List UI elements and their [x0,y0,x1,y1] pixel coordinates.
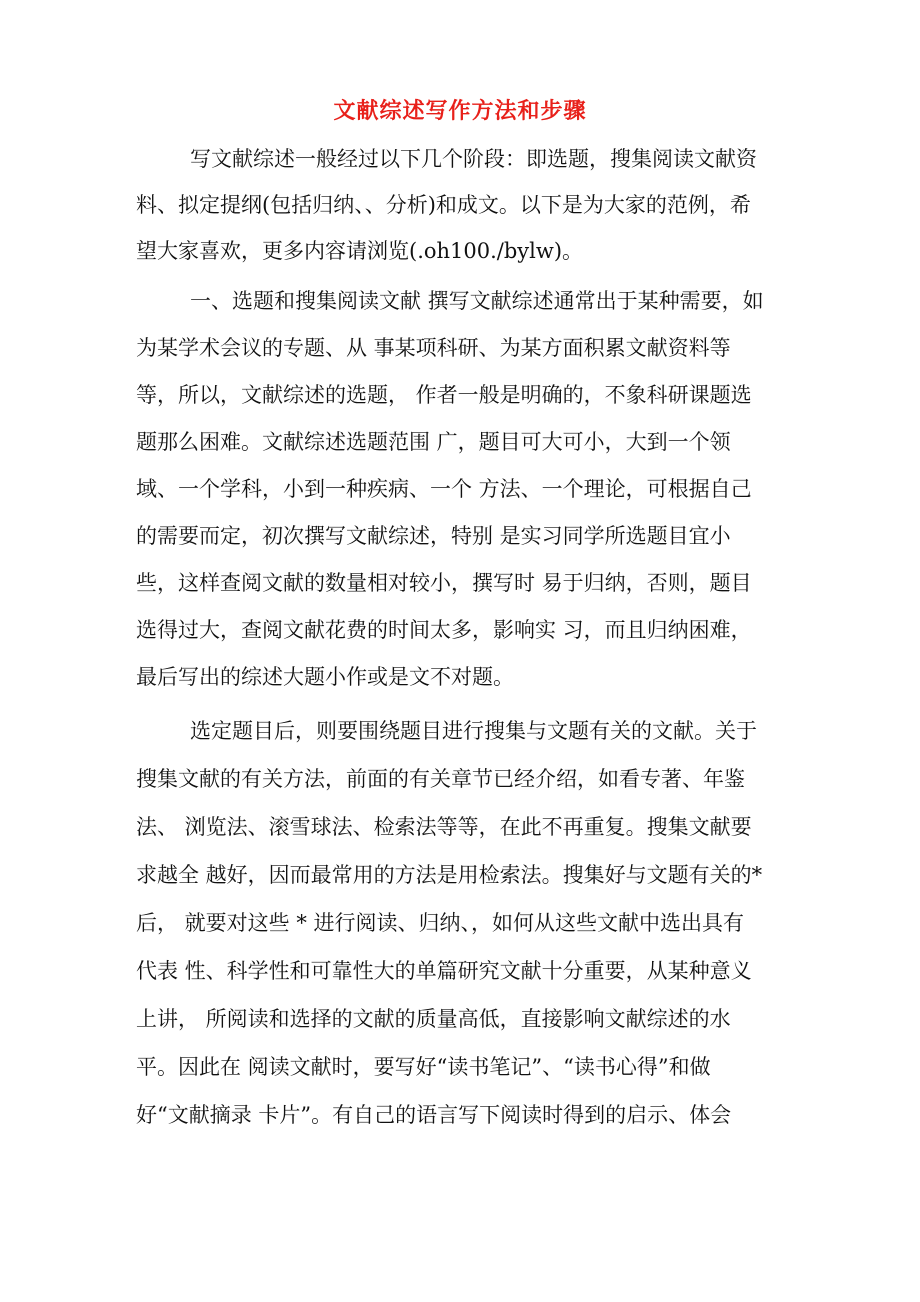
paragraph-line: 选得过大，查阅文献花费的时间太多，影响实 习，而且归纳困难， [136,618,752,642]
paragraph-line: 搜集文献的有关方法，前面的有关章节已经介绍，如看专著、年鉴 [136,767,745,791]
paragraph-line: 法、 浏览法、滚雪球法、检索法等等，在此不再重复。搜集文献要 [136,815,752,839]
paragraph-line: 代表 性、科学性和可靠性大的单篇研究文献十分重要，从某种意义 [136,959,752,983]
paragraph-line: 望大家喜欢，更多内容请浏览(.oh100./bylw)。 [136,239,584,263]
paragraph-line: 为某学术会议的专题、从 事某项科研、为某方面积累文献资料等 [136,336,731,360]
paragraph-line: 好“文献摘录 卡片”。有自己的语言写下阅读时得到的启示、体会 [136,1103,732,1127]
paragraph-line: 域、一个学科，小到一种疾病、一个 方法、一个理论，可根据自己 [136,477,752,501]
paragraph-line: 题那么困难。文献综述选题范围 广，题目可大可小，大到一个领 [136,430,731,454]
paragraph-line: 选定题目后，则要围绕题目进行搜集与文题有关的文献。关于 [190,719,757,743]
paragraph-line: 一、选题和搜集阅读文献 撰写文献综述通常出于某种需要，如 [190,289,764,313]
paragraph-line: 料、拟定提纲(包括归纳、、分析)和成文。以下是为大家的范例，希 [136,193,751,217]
paragraph-line: 些，这样查阅文献的数量相对较小，撰写时 易于归纳，否则，题目 [136,571,752,595]
paragraph-line: 求越全 越好，因而最常用的方法是用检索法。搜集好与文题有关的* [136,863,763,887]
paragraph-line: 最后写出的综述大题小作或是文不对题。 [136,665,514,689]
paragraph-line: 后， 就要对这些 * 进行阅读、归纳、，如何从这些文献中选出具有 [136,911,745,935]
paragraph-line: 平。因此在 阅读文献时，要写好“读书笔记”、“读书心得”和做 [136,1055,711,1079]
paragraph-line: 上讲， 所阅读和选择的文献的质量高低，直接影响文献综述的水 [136,1007,731,1031]
paragraph-line: 等，所以，文献综述的选题， 作者一般是明确的，不象科研课题选 [136,383,752,407]
paragraph-line: 写文献综述一般经过以下几个阶段：即选题，搜集阅读文献资 [190,147,757,171]
document-title: 文献综述写作方法和步骤 [333,98,587,124]
paragraph-line: 的需要而定，初次撰写文献综述，特别 是实习同学所选题目宜小 [136,524,731,548]
